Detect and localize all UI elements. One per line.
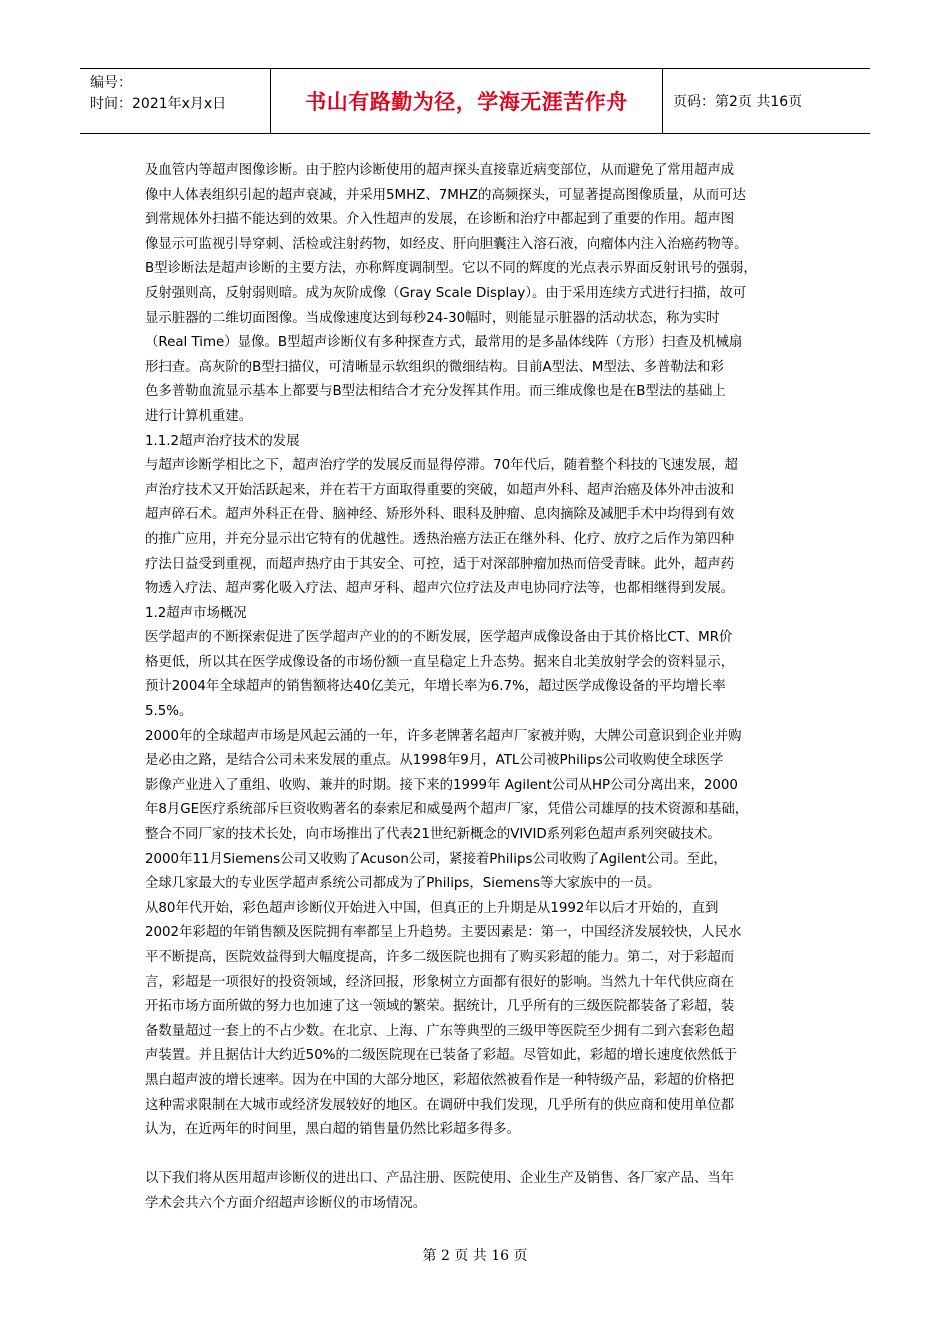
text-line: 2000年的全球超声市场是风起云涌的一年，许多老牌著名超声厂家被并购，大牌公司意识到企业并购 <box>145 728 742 744</box>
text-line: 像显示可监视引导穿刺、活检或注射药物，如经皮、肝向胆囊注入溶石液，向瘤体内注入治癌药物等。 <box>145 236 748 252</box>
text-line: 像中人体表组织引起的超声衰减，并采用5MHZ、7MHZ的高频探头，可显著提高图像质量，从而可达 <box>145 187 746 203</box>
text-line: 黑白超声波的增长速率。因为在中国的大部分地区，彩超依然被看作是一种特级产品，彩超的价格把 <box>145 1072 735 1088</box>
text-line: 1.2超声市场概况 <box>145 605 247 621</box>
text-line: （Real Time）显像。B型超声诊断仪有多种探查方式，最常用的是多晶体线阵（方形）扫查及机械扇 <box>145 335 743 351</box>
text-line: 预计2004年全球超声的销售额将达40亿美元，年增长率为6.7%，超过医学成像设备的平均增长率 <box>145 679 726 695</box>
text-line: 进行计算机重建。 <box>145 408 253 424</box>
text-line: 超声碎石术。超声外科正在骨、脑神经、矫形外科、眼科及肿瘤、息肉摘除及减肥手术中均得到有效 <box>145 507 735 523</box>
text-line: 显示脏器的二维切面图像。当成像速度达到每秒24-30幅时，则能显示脏器的活动状态，称为实时 <box>145 310 720 326</box>
text-line: 5.5%。 <box>145 704 193 720</box>
page-header <box>80 68 870 134</box>
document-body <box>145 159 810 1217</box>
document-number-label: 编号： <box>90 75 132 91</box>
page-footer: 第 2 页 共 16 页 <box>422 1248 528 1264</box>
text-line: 平不断提高，医院效益得到大幅度提高，许多二级医院也拥有了购买彩超的能力。第二，对于彩超而 <box>145 950 735 965</box>
text-line: 的推广应用，并充分显示出它特有的优越性。透热治癌方法正在继外科、化疗、放疗之后作为第四种 <box>145 531 735 547</box>
text-line: 及血管内等超声图像诊断。由于腔内诊断使用的超声探头直接靠近病变部位，从而避免了常用超声成 <box>145 163 735 178</box>
text-line: 全球几家最大的专业医学超声系统公司都成为了Philips，Siemens等大家族中的一员。 <box>145 876 661 892</box>
text-line: 医学超声的不断探索促进了医学超声产业的的不断发展，医学超声成像设备由于其价格比CT、MR价 <box>145 630 733 646</box>
text-line: 影像产业进入了重组、收购、兼并的时期。接下来的1999年 Agilent公司从HP公司分离出来，2000 <box>145 777 738 793</box>
header-meta-cell <box>80 69 271 133</box>
paragraph-gap <box>145 1143 810 1168</box>
text-line: 开拓市场方面所做的努力也加速了这一领域的繁荣。据统计，几乎所有的三级医院都装备了彩超，装 <box>145 999 735 1015</box>
text-line: 认为，在近两年的时间里，黑白超的销售量仍然比彩超多得多。 <box>145 1122 520 1138</box>
header-motto-cell <box>271 69 663 133</box>
text-line: 言，彩超是一项很好的投资领域，经济回报，形象树立方面都有很好的影响。当然九十年代供应商在 <box>145 974 735 990</box>
text-line: 学术会共六个方面介绍超声诊断仪的市场情况。 <box>145 1195 427 1211</box>
text-line: 物透入疗法、超声雾化吸入疗法、超声牙科、超声穴位疗法及声电协同疗法等，也都相继得到发展。 <box>145 581 735 597</box>
text-line: B型诊断法是超声诊断的主要方法，亦称辉度调制型。它以不同的辉度的光点表示界面反射讯号的强弱， <box>145 261 757 277</box>
text-line: 声治疗技术又开始活跃起来，并在若干方面取得重要的突破，如超声外科、超声治癌及体外冲击波和 <box>145 482 735 498</box>
text-line: 色多普勒血流显示基本上都要与B型法相结合才充分发挥其作用。而三维成像也是在B型法的基础上 <box>145 384 726 400</box>
text-line: 2002年彩超的年销售额及医院拥有率都呈上升趋势。主要因素是：第一，中国经济发展较快，人民水 <box>145 925 742 941</box>
text-line: 备数量超过一套上的不占少数。在北京、上海、广东等典型的三级甲等医院至少拥有二到六套彩色超 <box>145 1023 735 1039</box>
text-line: 年8月GE医疗系统部斥巨资收购著名的泰索尼和威曼两个超声厂家，凭借公司雄厚的技术资源和基础， <box>145 802 749 818</box>
text-line: 2000年11月Siemens公司又收购了Acuson公司，紧接着Philips公司收购了Agilent公司。至此， <box>145 851 727 867</box>
text-line: 格更低，所以其在医学成像设备的市场份额一直呈稳定上升态势。据来自北美放射学会的资料显示， <box>145 654 735 670</box>
text-line: 整合不同厂家的技术长处，向市场推出了代表21世纪新概念的VIVID系列彩色超声系列突破技术。 <box>145 827 721 843</box>
header-page-cell <box>663 69 870 133</box>
text-line: 疗法日益受到重视，而超声热疗由于其安全、可控，适于对深部肿瘤加热而倍受青睐。此外，超声药 <box>145 556 735 572</box>
text-line: 1.1.2超声治疗技术的发展 <box>145 433 300 449</box>
text-line: 声装置。并且据估计大约近50%的二级医院现在已装备了彩超。尽管如此，彩超的增长速度依然低于 <box>145 1048 738 1064</box>
text-line: 与超声诊断学相比之下，超声治疗学的发展反而显得停滞。70年代后，随着整个科技的飞速发展，超 <box>145 458 738 474</box>
text-line: 是必由之路，是结合公司未来发展的重点。从1998年9月，ATL公司被Philips公司收购使全球医学 <box>145 753 724 769</box>
text-line: 到常规体外扫描不能达到的效果。介入性超声的发展，在诊断和治疗中都起到了重要的作用。超声图 <box>145 212 735 228</box>
document-time-label: 时间：2021年x月x日 <box>90 96 227 112</box>
text-line: 这种需求限制在大城市或经济发展较好的地区。在调研中我们发现，几乎所有的供应商和使用单位都 <box>145 1097 735 1113</box>
text-line: 形扫查。高灰阶的B型扫描仪，可清晰显示软组织的微细结构。目前A型法、M型法、多普勒法和彩 <box>145 359 724 375</box>
header-page-info: 页码：第2页 共16页 <box>673 94 803 110</box>
text-line: 以下我们将从医用超声诊断仪的进出口、产品注册、医院使用、企业生产及销售、各厂家产品、当年 <box>145 1171 735 1187</box>
text-line: 反射强则高，反射弱则暗。成为灰阶成像（Gray Scale Display）。由于采用连续方式进行扫描，故可 <box>145 285 747 301</box>
text-line: 从80年代开始，彩色超声诊断仪开始进入中国，但真正的上升期是从1992年以后才开始的，直到 <box>145 900 719 916</box>
motto-text: 书山有路勤为径，学海无涯苦作舟 <box>305 90 628 114</box>
